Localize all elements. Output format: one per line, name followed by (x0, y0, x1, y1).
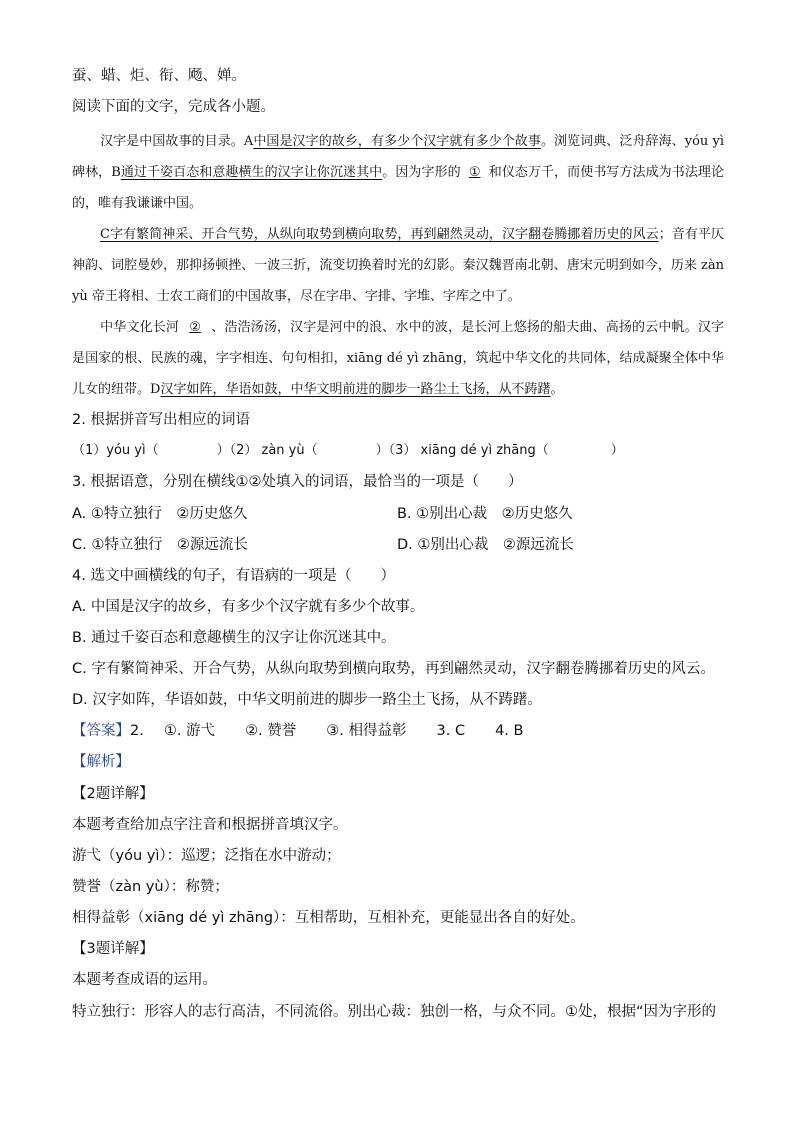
q3-option-b: B. ①别出心裁 ②历史悠久 (397, 506, 573, 522)
q2-item-1: （1）yóu yì（ (72, 443, 159, 458)
answer-label: 【答案】 (72, 723, 130, 739)
definition-3: 相得益彰（xiāng dé yì zhāng）：互相帮助，互相补充，更能显出各自的好处。 (72, 910, 585, 926)
p1-text-b: 。浏览词典、泛舟辞海、yóu yì 碑林，B (72, 134, 724, 180)
top-chars: 蚕、蜡、炬、衔、飏、婵。 (72, 68, 246, 84)
answer-2-3: ③. 相得益彰 (326, 723, 407, 739)
q2-item-2: ）（2） zàn yù（ (216, 443, 318, 458)
p3-text-a: 中华文化长河 (100, 320, 180, 335)
q4-stem: 4. 选文中画横线的句子，有语病的一项是（ ） (72, 568, 395, 584)
q2-item-4: ） (610, 443, 624, 458)
q3-detail-header: 【3题详解】 (72, 941, 154, 957)
underlined-sentence-d: 汉字如阵，华语如鼓，中华文明前进的脚步一路尘土飞扬，从不踌躇 (160, 382, 551, 397)
answer-q4: 4. B (495, 723, 524, 739)
underlined-sentence-a: 中国是汉字的故乡，有多少个汉字就有多少个故事 (253, 134, 541, 149)
analysis-label: 【解析】 (72, 754, 130, 770)
answer-line (72, 721, 533, 741)
q4-option-c: C. 字有繁简神采、开合气势，从纵向取势到横向取势，再到翩然灵动，汉字翻卷腾挪着历史的风云。 (72, 661, 715, 677)
q3-detail-intro: 本题考查成语的运用。 (72, 972, 217, 988)
answer-q2: 2. (130, 723, 144, 739)
q4-option-d: D. 汉字如阵，华语如鼓，中华文明前进的脚步一路尘土飞扬，从不踌躇。 (72, 692, 542, 708)
underlined-sentence-c: C字有繁简神采、开合气势，从纵向取势到横向取势，再到翩然灵动，汉字翻卷腾挪着历史的风云 (100, 227, 659, 242)
p2-text: ；音有平仄神韵、词腔曼妙，那抑扬顿挫、一波三折，流变切换着时光的幻影。秦汉魏晋南北朝、唐宋元明到如今，历来 zàn yù 帝王将相、士农工商们的中国故事，尽在字串、字排、字堆、字库之中了。 (72, 227, 724, 304)
q3-stem: 3. 根据语意，分别在横线①②处填入的词语，最恰当的一项是（ ） (72, 474, 523, 490)
instruction: 阅读下面的文字，完成各小题。 (72, 99, 275, 115)
q2-item-3: ）（3） xiāng dé yì zhāng（ (375, 443, 549, 458)
q4-option-a: A. 中国是汉字的故乡，有多少个汉字就有多少个故事。 (72, 599, 425, 615)
answer-2-2: ②. 赞誉 (245, 723, 297, 739)
q3-detail-text: 特立独行：形容人的志行高洁，不同流俗。别出心裁：独创一格，与众不同。①处，根据“因为字形的 (72, 1004, 717, 1020)
p1-text-d: 和仪态万千，而使书写方法成为书法理论的，唯有我谦谦中国。 (72, 165, 724, 211)
p3-end: 。 (550, 382, 564, 397)
passage (72, 126, 724, 405)
definition-2: 赞誉（zàn yù）：称赞； (72, 879, 229, 895)
p3-text-b: 、浩浩汤汤，汉字是河中的浪、水中的波，是长河上悠扬的船夫曲、高扬的云中帆。汉字是国家的根、民族的魂，字字相连、句句相扣，xiāng dé yì zhāng，筑起中华文化的共同体，结成凝聚全体中华儿女的纽带。D (72, 320, 724, 397)
answer-2-1: ①. 游弋 (163, 723, 216, 739)
q3-option-a: A. ①特立独行 ②历史悠久 (72, 506, 248, 522)
blank-1: ① (468, 165, 481, 180)
p1-text-a: 汉字是中国故事的目录。A (100, 134, 254, 149)
q2-detail-intro: 本题考查给加点字注音和根据拼音填汉字。 (72, 817, 348, 833)
q2-detail-header: 【2题详解】 (72, 786, 154, 802)
q4-option-b: B. 通过千姿百态和意趣横生的汉字让你沉迷其中。 (72, 630, 396, 646)
q3-option-d: D. ①别出心裁 ②源远流长 (397, 537, 574, 553)
answer-q3: 3. C (436, 723, 466, 739)
q3-option-c: C. ①特立独行 ②源远流长 (72, 537, 248, 553)
definition-1: 游弋（yóu yì）：巡逻；泛指在水中游动； (72, 848, 341, 864)
underlined-sentence-b: 通过千姿百态和意趣横生的汉字让你沉迷其中 (120, 165, 383, 180)
q2-items (72, 441, 624, 461)
p1-text-c: 。因为字形的 (382, 165, 461, 180)
q2-stem: 2. 根据拼音写出相应的词语 (72, 412, 250, 428)
blank-2: ② (189, 320, 201, 335)
